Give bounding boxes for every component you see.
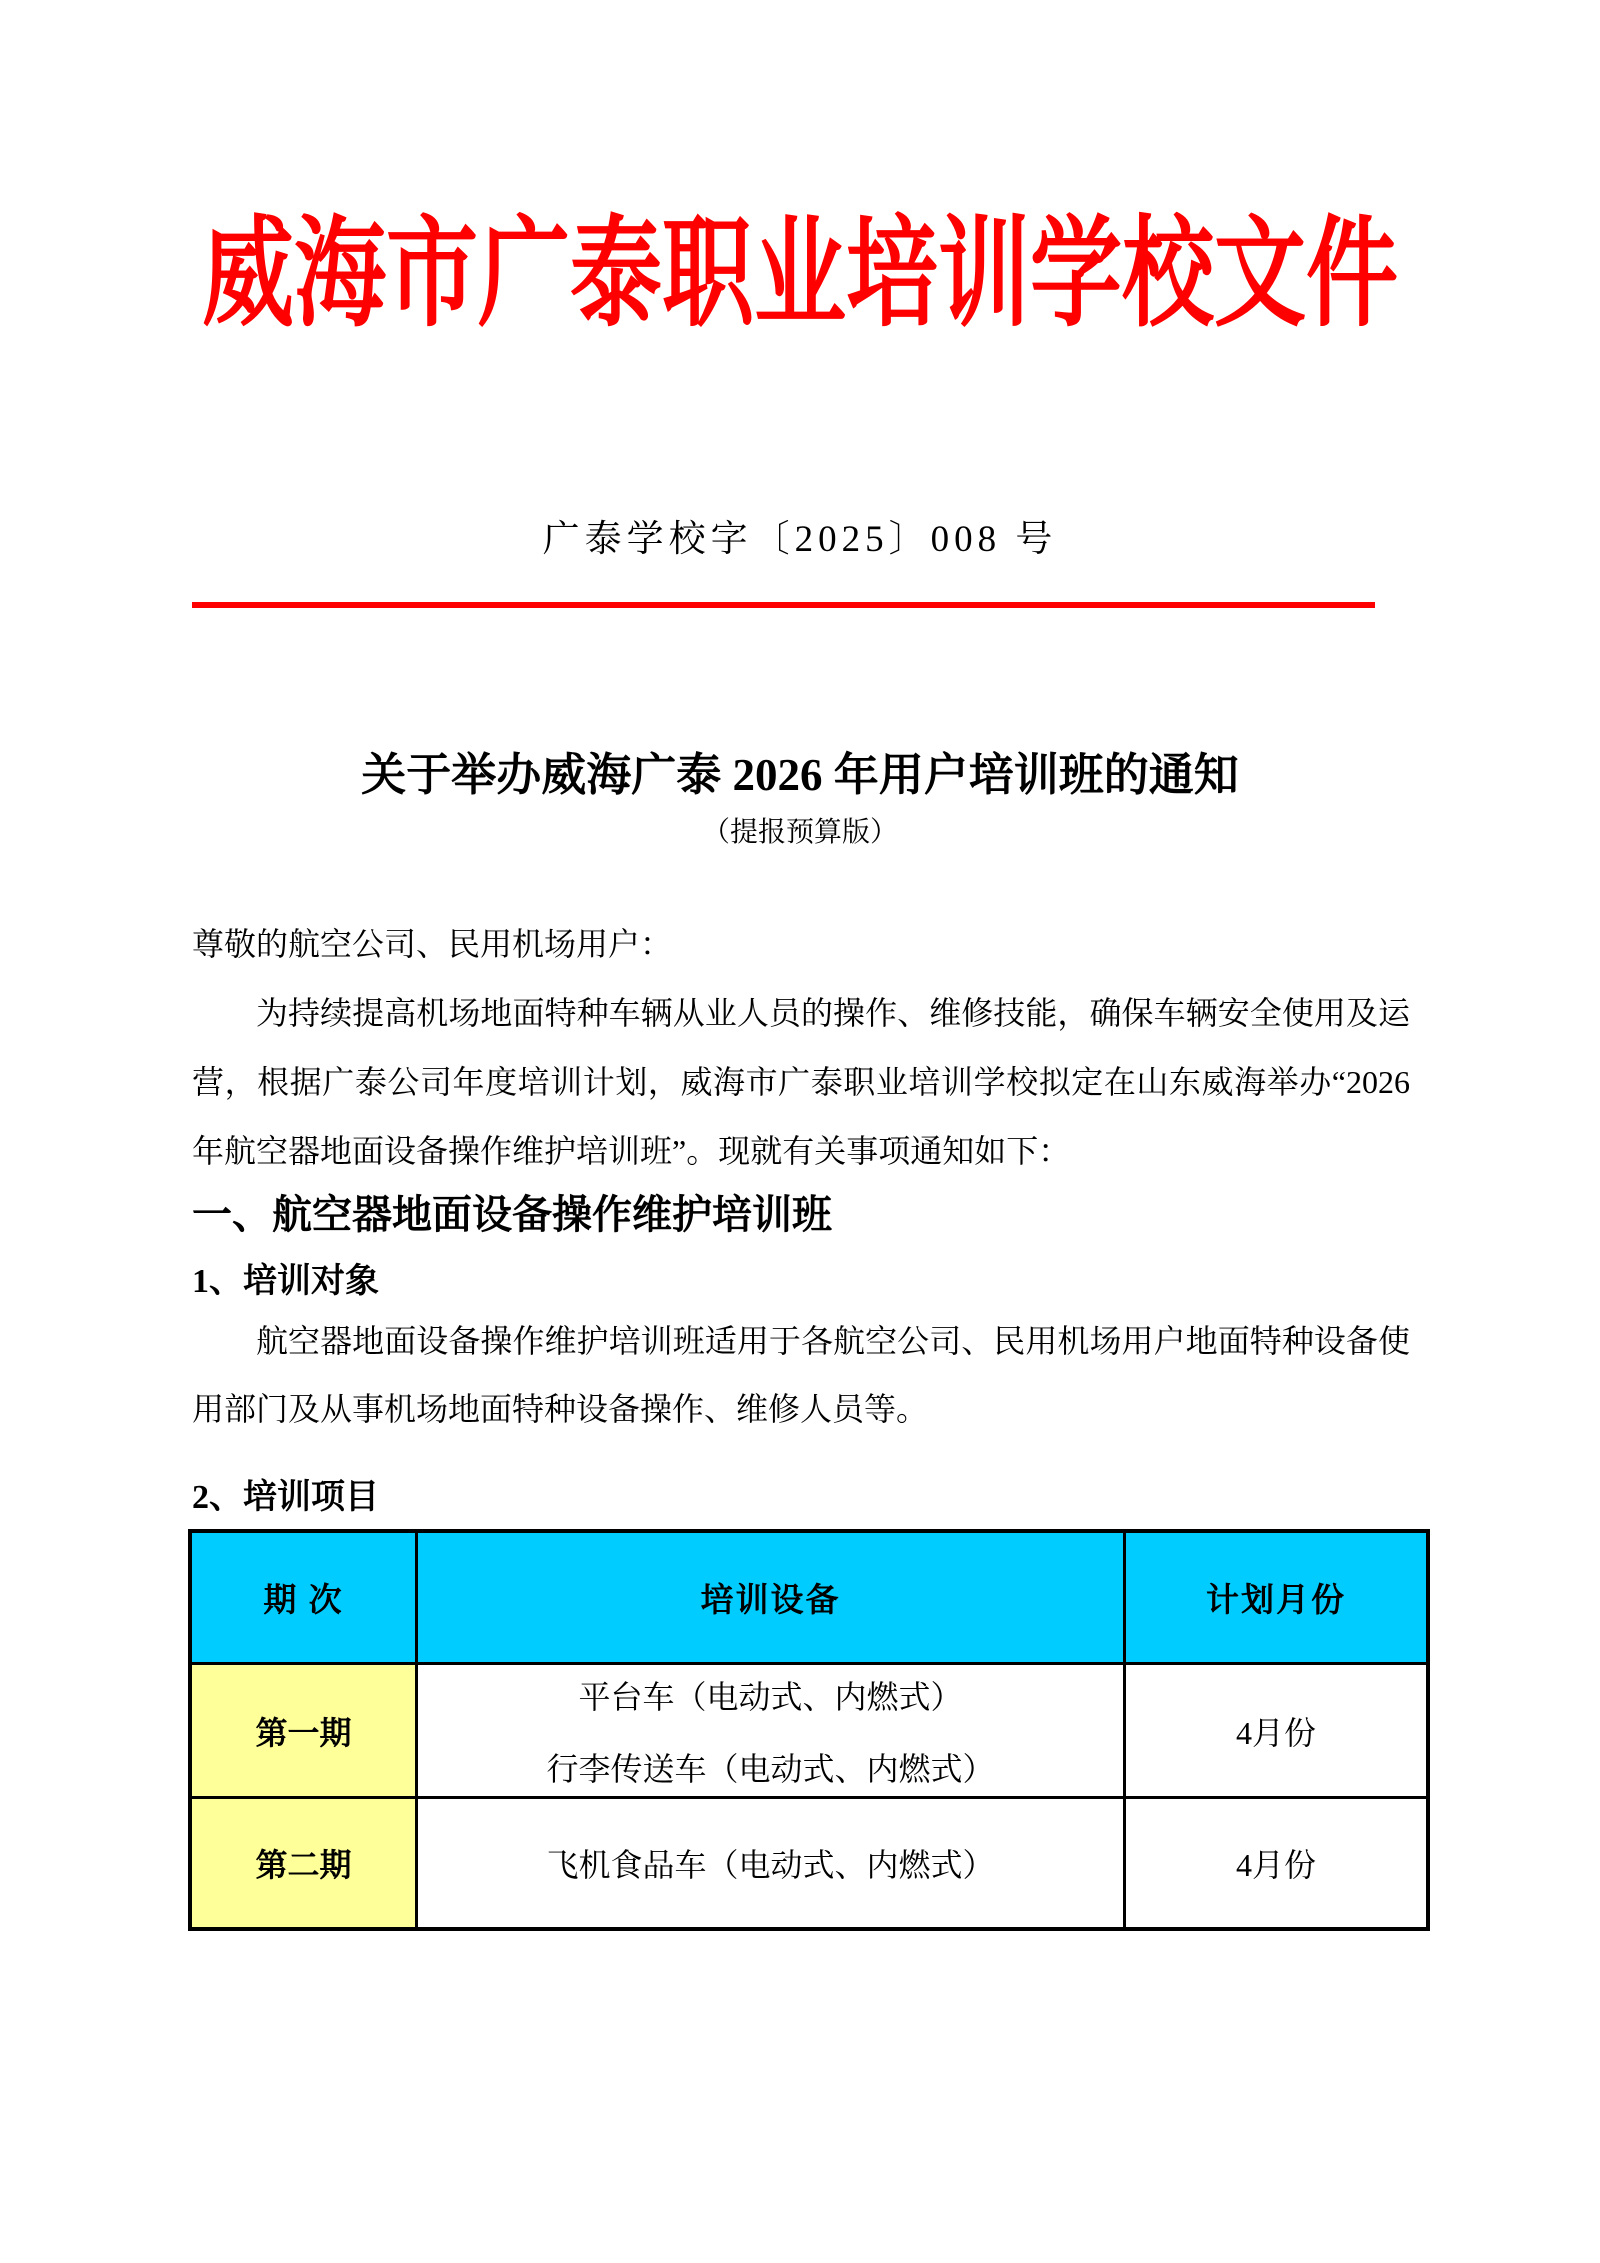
paragraph1-line2: 营，根据广泰公司年度培训计划，威海市广泰职业培训学校拟定在山东威海举办“2026 — [192, 1064, 1410, 1100]
period-cell: 第二期 — [192, 1799, 418, 1927]
month-cell: 4月份 — [1235, 1847, 1316, 1883]
header-cell-month: 计划月份 — [1126, 1533, 1426, 1665]
equipment-cell — [418, 1665, 1126, 1799]
equipment-line: 飞机食品车（电动式、内燃式） — [546, 1847, 995, 1883]
letterhead-banner — [0, 208, 1600, 341]
paragraph2-line2: 用部门及从事机场地面特种设备操作、维修人员等。 — [192, 1391, 929, 1427]
table-row — [192, 1665, 1426, 1799]
notice-title: 关于举办威海广泰 2026 年用户培训班的通知 — [361, 750, 1239, 800]
section1-heading: 一、航空器地面设备操作维护培训班 — [192, 1192, 832, 1237]
period-cell: 第一期 — [192, 1665, 418, 1799]
header-cell-equipment: 培训设备 — [418, 1533, 1126, 1665]
sub2-heading: 2、培训项目 — [192, 1479, 379, 1516]
training-schedule-table — [188, 1529, 1430, 1931]
table-header-row — [192, 1533, 1426, 1665]
paragraph1-line3: 年航空器地面设备操作维护培训班”。现就有关事项通知如下： — [192, 1133, 1071, 1169]
paragraph1-line1: 为持续提高机场地面特种车辆从业人员的操作、维修技能，确保车辆安全使用及运 — [256, 995, 1410, 1031]
document-number: 广泰学校字〔2025〕008 号 — [542, 519, 1058, 560]
letterhead-title: 威海市广泰职业培训学校文件 — [201, 208, 1398, 341]
header-cell-period: 期 次 — [192, 1533, 418, 1665]
salutation: 尊敬的航空公司、民用机场用户： — [192, 926, 673, 962]
equipment-line: 行李传送车（电动式、内燃式） — [546, 1750, 995, 1787]
month-cell: 4月份 — [1126, 1665, 1426, 1799]
notice-subtitle: （提报预算版） — [701, 817, 898, 848]
table-row — [192, 1799, 1426, 1927]
paragraph2-line1: 航空器地面设备操作维护培训班适用于各航空公司、民用机场用户地面特种设备使 — [256, 1323, 1410, 1359]
equipment-cell — [418, 1799, 1126, 1927]
red-divider-line — [192, 602, 1375, 608]
sub1-heading: 1、培训对象 — [192, 1263, 379, 1300]
equipment-line: 平台车（电动式、内燃式） — [578, 1678, 963, 1715]
